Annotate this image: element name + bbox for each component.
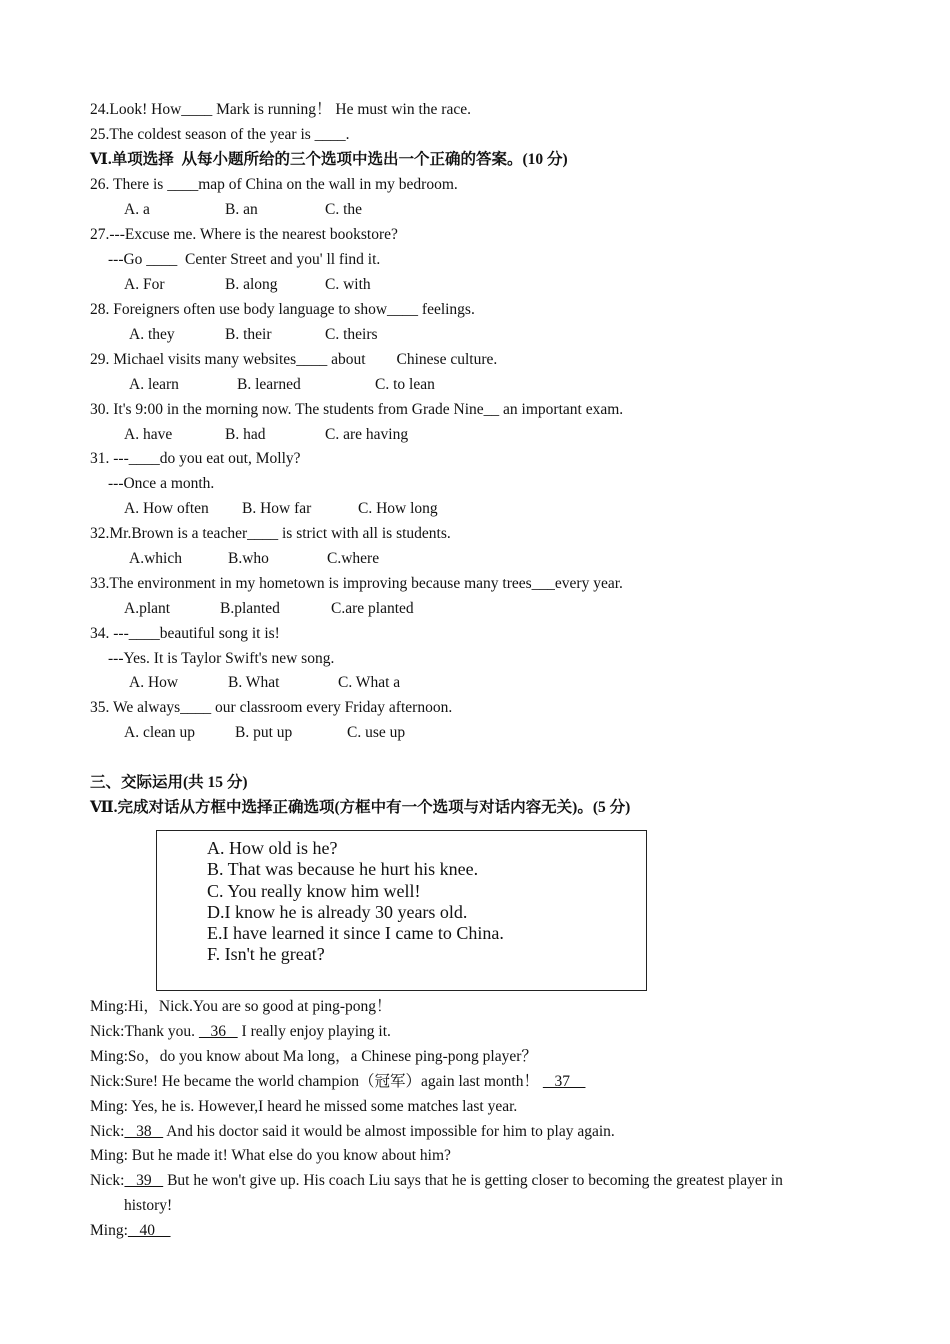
q30-option-b: B. had xyxy=(225,426,266,443)
options-box xyxy=(156,830,647,991)
q28-option-b: B. their xyxy=(225,326,272,343)
q30-option-a: A. have xyxy=(124,426,173,443)
q28-option-c: C. theirs xyxy=(325,326,378,343)
q32-option-c: C.where xyxy=(327,550,380,567)
box-option-f: F. Isn't he great? xyxy=(207,944,325,964)
box-option-b: B. That was because he hurt his knee. xyxy=(207,859,479,879)
q35-option-c: C. use up xyxy=(347,724,406,741)
box-option-c: C. You really know him well! xyxy=(207,881,421,901)
question-31: 31. ---____do you eat out, Molly? xyxy=(90,450,301,467)
question-34-response: ---Yes. It is Taylor Swift's new song. xyxy=(108,650,335,667)
q27-option-b: B. along xyxy=(225,276,278,293)
blank-37[interactable]: 37 xyxy=(542,1073,586,1090)
blank-38[interactable]: 38 xyxy=(124,1123,164,1140)
q34-option-a: A. How xyxy=(129,674,179,691)
q33-option-b: B.planted xyxy=(220,600,280,617)
question-33: 33.The environment in my hometown is improving because many trees___every year. xyxy=(90,575,623,592)
q31-option-c: C. How long xyxy=(358,500,438,517)
section-6-title: Ⅵ.单项选择 从每小题所给的三个选项中选出一个正确的答案。(10 分) xyxy=(90,151,568,168)
question-27: 27.---Excuse me. Where is the nearest bookstore? xyxy=(90,226,398,243)
box-option-e: E.I have learned it since I came to China. xyxy=(207,923,504,943)
dialogue-line: Nick:Sure! He became the world champion（冠军）again last month！ 37 xyxy=(90,1073,586,1090)
q35-option-b: B. put up xyxy=(235,724,293,741)
question-29: 29. Michael visits many websites____ about Chinese culture. xyxy=(90,351,498,368)
dialogue-line: Ming: But he made it! What else do you know about him? xyxy=(90,1147,451,1164)
q33-option-a: A.plant xyxy=(124,600,171,617)
dialogue-line: Nick: 38 And his doctor said it would be almost impossible for him to play again. xyxy=(90,1123,615,1140)
q32-option-b: B.who xyxy=(228,550,269,567)
q34-option-c: C. What a xyxy=(338,674,401,691)
q27-option-a: A. For xyxy=(124,276,165,293)
question-25: 25.The coldest season of the year is ____. xyxy=(90,126,350,143)
question-31-response: ---Once a month. xyxy=(108,475,215,492)
blank-39[interactable]: 39 xyxy=(124,1172,164,1189)
dialogue-line: Nick: 39 But he won't give up. His coach Liu says that he is getting closer to becoming the greatest player in xyxy=(90,1172,783,1189)
q26-option-a: A. a xyxy=(124,201,150,218)
question-34: 34. ---____beautiful song it is! xyxy=(90,625,280,642)
box-option-d: D.I know he is already 30 years old. xyxy=(207,902,468,922)
question-30: 30. It's 9:00 in the morning now. The students from Grade Nine__ an important exam. xyxy=(90,401,624,418)
question-32: 32.Mr.Brown is a teacher____ is strict with all is students. xyxy=(90,525,451,542)
dialogue-line-continuation: history! xyxy=(124,1197,173,1214)
q31-option-b: B. How far xyxy=(242,500,312,517)
dialogue-line: Ming:So，do you know about Ma long，a Chinese ping-pong player？ xyxy=(90,1048,537,1065)
section-7-title: Ⅶ.完成对话从方框中选择正确选项(方框中有一个选项与对话内容无关)。(5 分) xyxy=(90,799,631,816)
q27-option-c: C. with xyxy=(325,276,371,293)
q29-option-c: C. to lean xyxy=(375,376,435,393)
q30-option-c: C. are having xyxy=(325,426,409,443)
q35-option-a: A. clean up xyxy=(124,724,196,741)
q29-option-a: A. learn xyxy=(129,376,179,393)
q33-option-c: C.are planted xyxy=(331,600,414,617)
question-27-response: ---Go ____ Center Street and you' ll find it. xyxy=(108,251,381,268)
dialogue-line: Ming: Yes, he is. However,I heard he missed some matches last year. xyxy=(90,1098,518,1115)
q34-option-b: B. What xyxy=(228,674,280,691)
q32-option-a: A.which xyxy=(129,550,182,567)
q31-option-a: A. How often xyxy=(124,500,209,517)
q28-option-a: A. they xyxy=(129,326,175,343)
box-option-a: A. How old is he? xyxy=(207,838,338,858)
question-35: 35. We always____ our classroom every Friday afternoon. xyxy=(90,699,453,716)
dialogue-line: Ming:Hi，Nick.You are so good at ping-pong！ xyxy=(90,998,392,1015)
dialogue-line: Nick:Thank you. 36 I really enjoy playing it. xyxy=(90,1023,391,1040)
dialogue-line: Ming: 40 xyxy=(90,1222,171,1239)
q29-option-b: B. learned xyxy=(237,376,301,393)
question-26: 26. There is ____map of China on the wall in my bedroom. xyxy=(90,176,458,193)
question-28: 28. Foreigners often use body language to show____ feelings. xyxy=(90,301,475,318)
part-3-title: 三、交际运用(共 15 分) xyxy=(90,774,248,791)
blank-40[interactable]: 40 xyxy=(127,1222,171,1239)
q26-option-c: C. the xyxy=(325,201,363,218)
question-24: 24.Look! How____ Mark is running！ He must win the race. xyxy=(90,101,471,118)
blank-36[interactable]: 36 xyxy=(198,1023,238,1040)
q26-option-b: B. an xyxy=(225,201,258,218)
